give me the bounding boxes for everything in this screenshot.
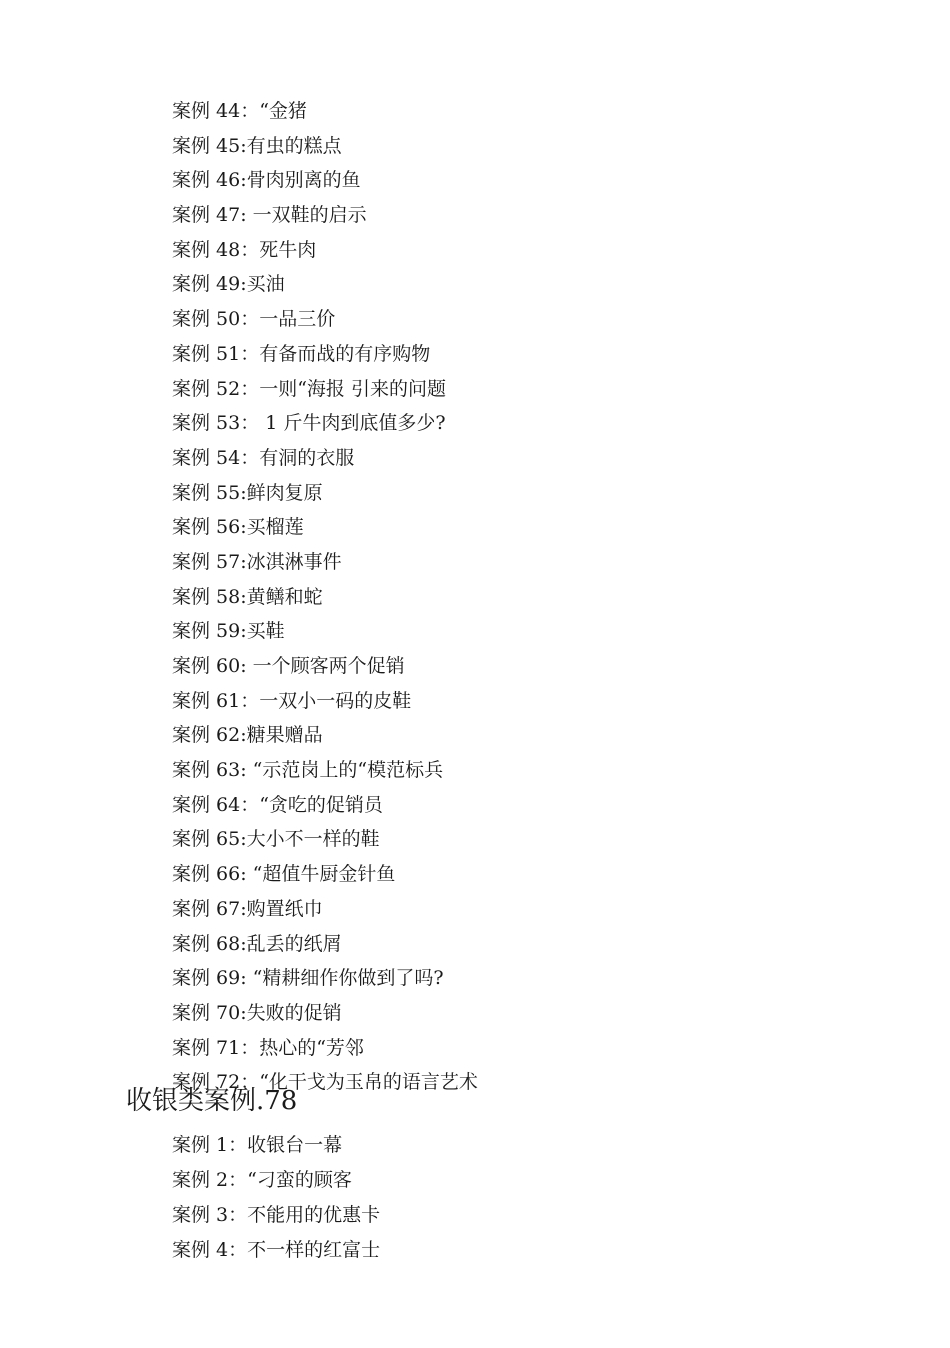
toc-entry[interactable]: 案例 60: 一个顾客两个促销: [172, 655, 405, 677]
toc-entry[interactable]: 案例 71：热心的“芳邻: [172, 1036, 364, 1059]
toc-entry[interactable]: 案例 50：一品三价: [172, 308, 336, 331]
toc-entry[interactable]: 案例 65:大小不一样的鞋: [172, 828, 380, 851]
toc-entry[interactable]: 案例 48：死牛肉: [172, 238, 317, 261]
toc-entry[interactable]: 案例 55:鲜肉复原: [172, 481, 323, 504]
toc-entry[interactable]: 案例 2：“刁蛮的顾客: [172, 1169, 352, 1191]
toc-list: [172, 94, 478, 1100]
section-toc-list: [172, 1128, 380, 1268]
toc-entry[interactable]: 案例 47: 一双鞋的启示: [172, 204, 367, 227]
toc-entry[interactable]: 案例 72：“化干戈为玉帛的语言艺术: [172, 1071, 478, 1094]
toc-entry[interactable]: 案例 66: “超值牛厨金针鱼: [172, 863, 396, 886]
toc-entry[interactable]: 案例 58:黄鳝和蛇: [172, 585, 323, 608]
toc-entry[interactable]: 案例 63: “示范岗上的“模范标兵: [172, 759, 444, 782]
toc-entry[interactable]: 案例 62:糖果赠品: [172, 724, 323, 747]
toc-entry[interactable]: 案例 1：收银台一幕: [172, 1134, 343, 1156]
toc-entry[interactable]: 案例 59:买鞋: [172, 620, 285, 643]
toc-entry[interactable]: 案例 53： 1 斤牛肉到底值多少?: [172, 412, 446, 435]
toc-entry[interactable]: 案例 69: “精耕细作你做到了吗?: [172, 967, 444, 990]
section-heading[interactable]: 收银类案例.78: [126, 1086, 298, 1116]
toc-entry[interactable]: 案例 44：“金猪: [172, 100, 307, 122]
toc-entry[interactable]: 案例 67:购置纸巾: [172, 897, 323, 920]
toc-entry[interactable]: 案例 56:买榴莲: [172, 516, 304, 539]
toc-entry[interactable]: 案例 45:有虫的糕点: [172, 134, 342, 157]
toc-entry[interactable]: 案例 54：有洞的衣服: [172, 446, 355, 469]
toc-entry[interactable]: 案例 49:买油: [172, 273, 285, 296]
toc-entry[interactable]: 案例 57:冰淇淋事件: [172, 550, 342, 573]
toc-entry[interactable]: 案例 4：不一样的红富士: [172, 1239, 381, 1261]
toc-entry[interactable]: 案例 3：不能用的优惠卡: [172, 1204, 381, 1226]
toc-entry[interactable]: 案例 68:乱丢的纸屑: [172, 932, 342, 955]
toc-entry[interactable]: 案例 52：一则“海报 引来的问题: [172, 377, 446, 400]
toc-entry[interactable]: 案例 64：“贪吃的促销员: [172, 793, 383, 816]
toc-entry[interactable]: 案例 61：一双小一码的皮鞋: [172, 689, 412, 712]
toc-entry[interactable]: 案例 51：有备而战的有序购物: [172, 342, 431, 365]
toc-entry[interactable]: 案例 70:失败的促销: [172, 1001, 342, 1024]
toc-entry[interactable]: 案例 46:骨肉别离的鱼: [172, 169, 361, 192]
